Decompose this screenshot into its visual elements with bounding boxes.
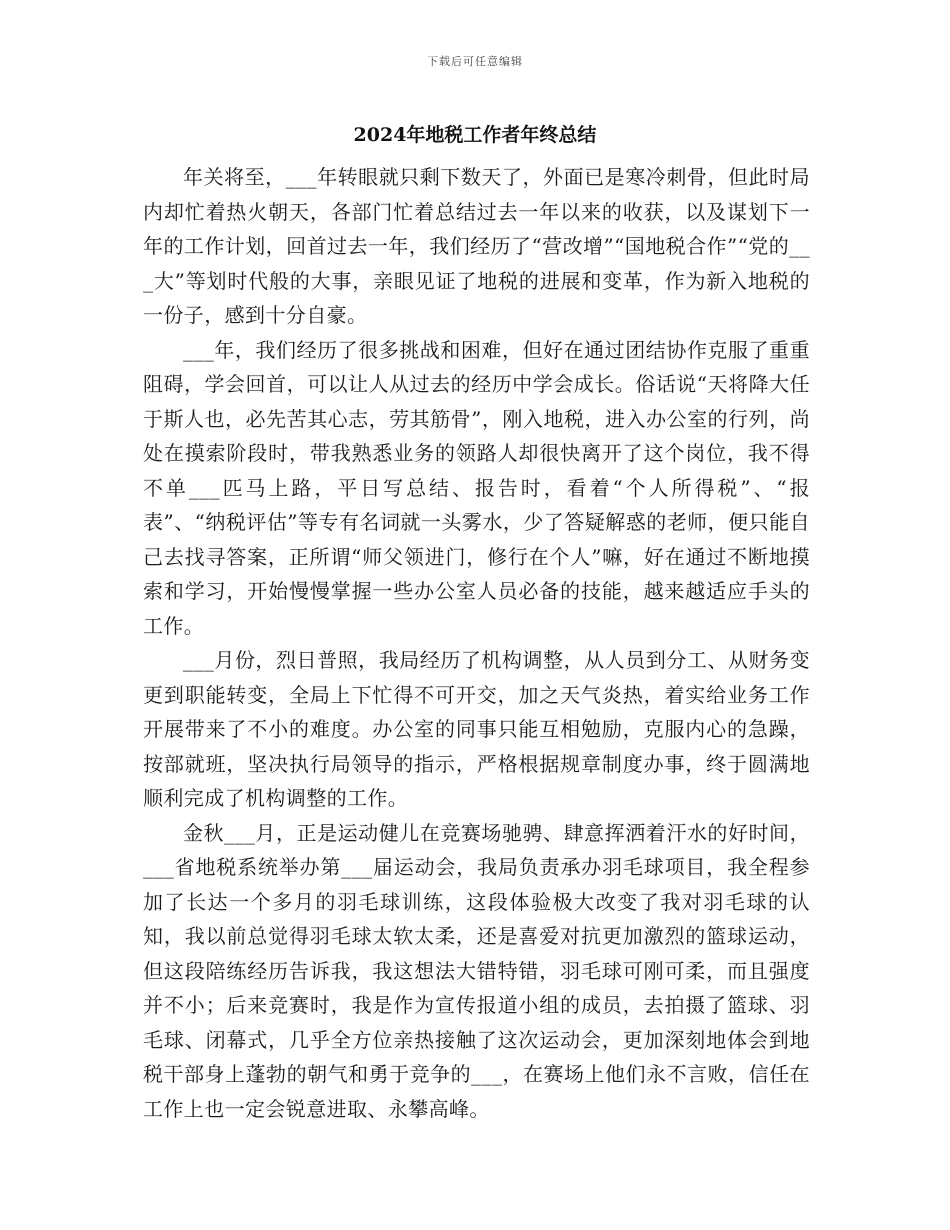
document-body	[143, 160, 810, 1126]
paragraph: ___月份，烈日普照，我局经历了机构调整，从人员到分工、从财务变更到职能转变，全局上下忙得不可开交，加之天气炎热，着实给业务工作开展带来了不小的难度。办公室的同事只能互相勉励，克服内心的急躁，按部就班，坚决执行局领导的指示，严格根据规章制度办事，终于圆满地顺利完成了机构调整的工作。	[143, 648, 810, 810]
document-title: 2024年地税工作者年终总结	[353, 124, 597, 146]
paragraph: 年关将至，___年转眼就只剩下数天了，外面已是寒冷刺骨，但此时局内却忙着热火朝天，各部门忙着总结过去一年以来的收获，以及谋划下一年的工作计划，回首过去一年，我们经历了“营改增”“国地税合作”“党的___大”等划时代般的大事，亲眼见证了地税的进展和变革，作为新入地税的一份子，感到十分自豪。	[143, 165, 810, 327]
paragraph: ___年，我们经历了很多挑战和困难，但好在通过团结协作克服了重重阻碍，学会回首，可以让人从过去的经历中学会成长。俗话说“天将降大任于斯人也，必先苦其心志，劳其筋骨”，刚入地税，进入办公室的行列，尚处在摸索阶段时，带我熟悉业务的领路人却很快离开了这个岗位，我不得不单___匹马上路，平日写总结、报告时，看着“个人所得税”、“报表”、“纳税评估”等专有名词就一头雾水，少了答疑解惑的老师，便只能自己去找寻答案，正所谓“师父领进门，修行在个人”嘛，好在通过不断地摸索和学习，开始慢慢掌握一些办公室人员必备的技能，越来越适应手头的工作。	[143, 337, 810, 638]
paragraph: 金秋___月，正是运动健儿在竞赛场驰骋、肆意挥洒着汗水的好时间，___省地税系统举办第___届运动会，我局负责承办羽毛球项目，我全程参加了长达一个多月的羽毛球训练，这段体验极大改变了我对羽毛球的认知，我以前总觉得羽毛球太软太柔，还是喜爱对抗更加激烈的篮球运动，但这段陪练经历告诉我，我这想法大错特错，羽毛球可刚可柔，而且强度并不小；后来竞赛时，我是作为宣传报道小组的成员，去拍摄了篮球、羽毛球、闭幕式，几乎全方位亲热接触了这次运动会，更加深刻地体会到地税干部身上蓬勃的朝气和勇于竞争的___，在赛场上他们永不言败，信任在工作上也一定会锐意进取、永攀高峰。	[143, 820, 810, 1121]
header-note: 下载后可任意编辑	[427, 55, 523, 68]
